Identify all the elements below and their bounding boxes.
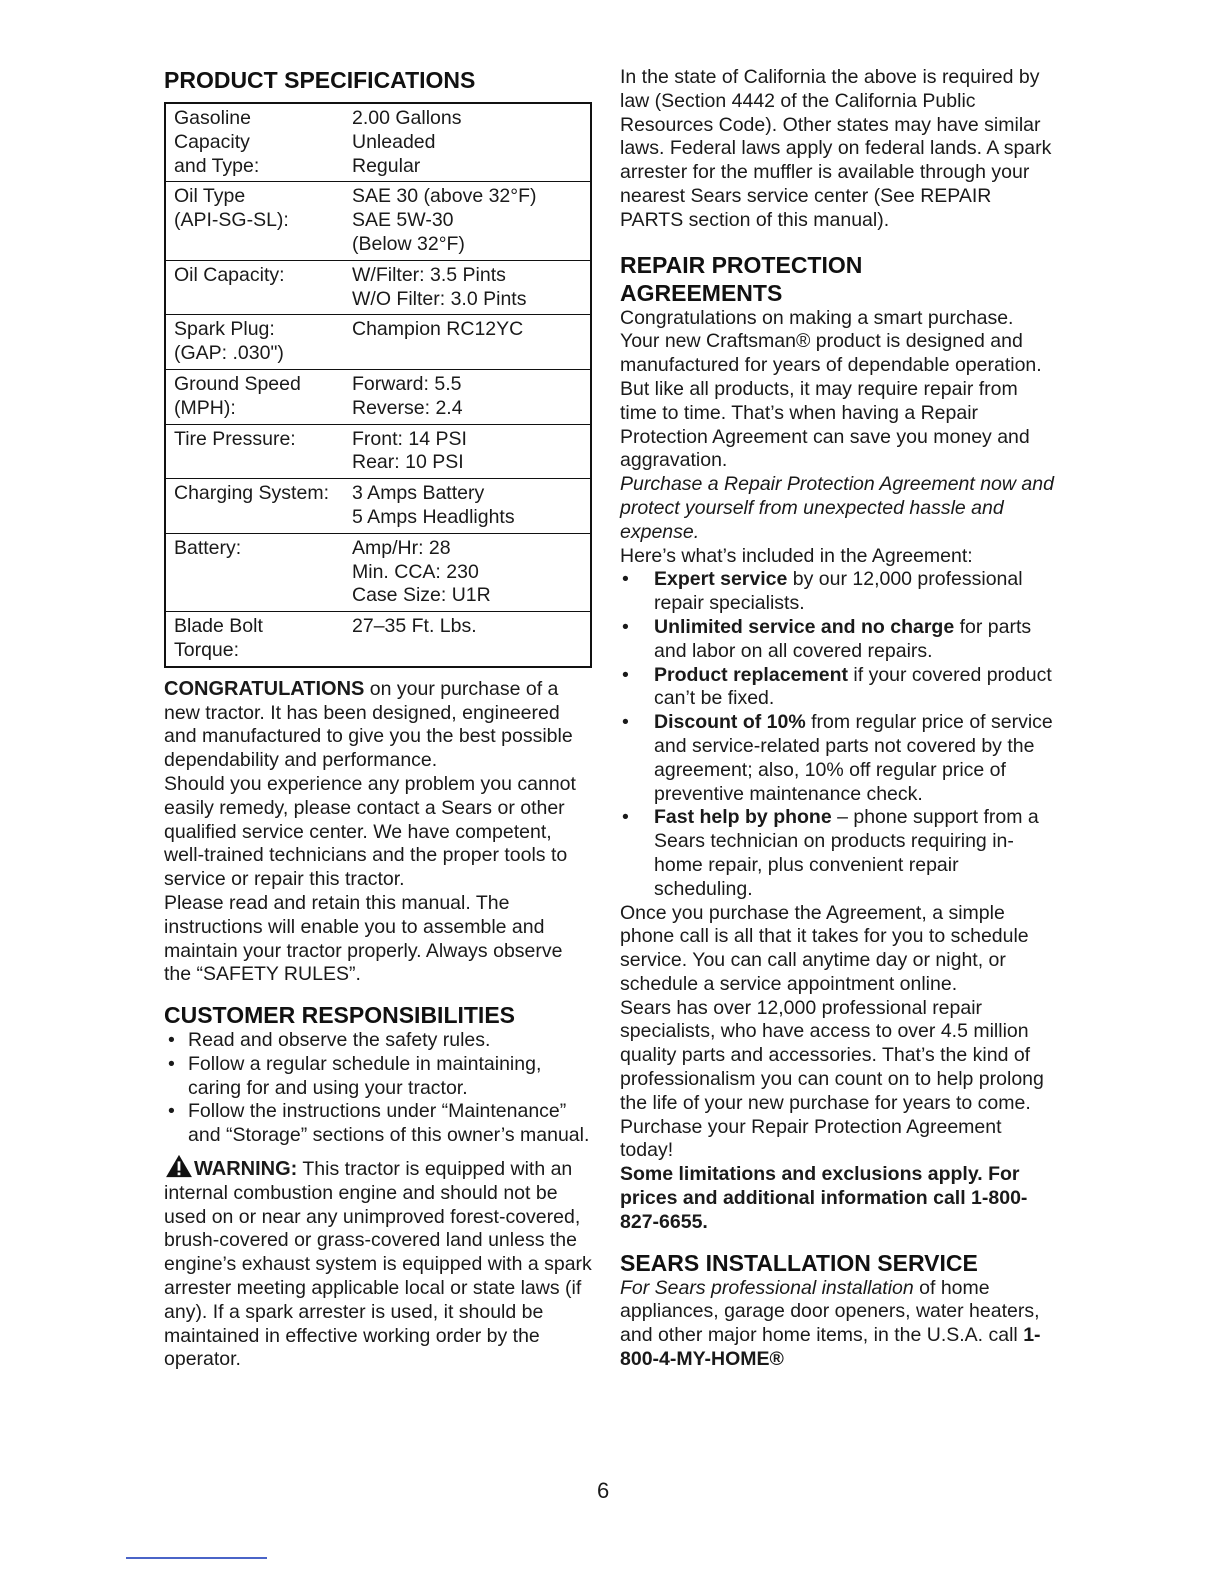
spec-row-oil-type [166,181,590,259]
warning-label: WARNING: [194,1158,298,1181]
left-column [164,66,592,1372]
repair-included: Here’s what’s included in the Agreement: [620,544,973,567]
retain-manual-paragraph: Please read and retain this manual. The instructions will enable you to assemble and maintain your tractor properly. Always observe the “SAFETY RULES”. [164,891,563,986]
spec-value: 27–35 Ft. Lbs. [352,615,477,638]
repair-intro: Congratulations on making a smart purchase. Your new Craftsman® product is designed and manufactured for years of dependable operation. But like all products, it may require repair from time to time. That’s when having a Repair Protection Agreement can save you money and aggravation. [620,306,1042,472]
installation-phone: 1-800-4-MY-HOME® [620,1324,1041,1371]
spec-label: Tire Pressure: [174,427,296,450]
limitations-paragraph: Some limitations and exclusions apply. For prices and additional information call 1-800-827-6655. [620,1163,1028,1233]
list-item [620,711,1055,806]
spec-value: 3 Amps Battery 5 Amps Headlights [352,482,515,528]
spec-value: Forward: 5.5 Reverse: 2.4 [352,372,463,419]
spec-value: W/Filter: 3.5 Pints W/O Filter: 3.0 Pints [352,263,527,310]
repair-protection-heading [620,251,1055,307]
list-item: • Follow the instructions under “Maintenance” and “Storage” sections of this owner’s manual. [164,1100,592,1148]
benefit-text: if your covered product can’t be fixed. [654,663,1052,710]
congratulations-paragraph [164,678,592,773]
problem-paragraph: Should you experience any problem you cannot easily remedy, please contact a Sears or other qualified service center. We have competent, well-trained technicians and the proper tools to service or repair this tractor. [164,772,576,891]
repair-heading-line2: AGREEMENTS [620,279,783,306]
once-paragraph: Once you purchase the Agreement, a simple phone call is all that it takes for you to schedule service. You can call anytime day or night, or schedule a service appointment online. [620,901,1029,995]
benefit-text: from regular price of service and service-related parts not covered by the agreement; also, 10% off regular price of preventive maintenance check. [654,711,1053,805]
spec-value: Front: 14 PSI Rear: 10 PSI [352,427,467,474]
sears-paragraph: Sears has over 12,000 professional repair specialists, who have access to over 4.5 million quality parts and accessories. That’s the kind of professionalism you can count on to help prolong the life of your new purchase for years to come. Purchase your Repair Protection Agreement today! [620,996,1044,1162]
warning-text: This tractor is equipped with an internal combustion engine and should not be used on or near any unimproved forest-covered, brush-covered or grass-covered land unless the engine’s exhaust system is equipped with a spark arrester meeting applicable local or state laws (if any). If a spark arrester is used, it should be maintained in effective working order by the operator. [164,1158,592,1371]
list-item: • Follow a regular schedule in maintaining, caring for and using your tractor. [164,1053,592,1101]
spec-row-oil-capacity [166,260,590,315]
benefit-text: by our 12,000 professional repair specialists. [654,568,1023,615]
benefit-bold: Unlimited service and no charge [654,615,955,638]
right-column [620,66,1055,1372]
benefit-bold: Expert service [654,568,788,591]
list-item: • Read and observe the safety rules. [164,1029,592,1053]
spec-row-gasoline [166,104,590,181]
customer-resp-heading: CUSTOMER RESPONSIBILITIES [164,1002,516,1029]
spec-value: Champion RC12YC [352,318,524,341]
installation-text: of home appliances, garage door openers, water heaters, and other major home items, in the U.S.A. call [620,1276,1040,1347]
benefit-text: – phone support from a Sears technician on products requiring in-home repair, plus convenient repair scheduling. [654,806,1039,900]
spec-label: Charging System: [174,482,329,505]
page-number: 6 [597,1478,610,1503]
spec-label: Oil Capacity: [174,263,285,286]
spec-value: 2.00 Gallons Unleaded Regular [352,107,462,177]
spec-row-charging-system [166,478,590,533]
congratulations-text: on your purchase of a new tractor. It has been designed, engineered and manufactured to give you the best possible dependability and performance. [164,677,573,772]
list-item [620,664,1055,712]
spec-table [164,102,592,668]
spec-label: Spark Plug: (GAP: .030") [174,318,284,365]
spec-row-blade-bolt [166,611,590,666]
spec-value: Amp/Hr: 28 Min. CCA: 230 Case Size: U1R [352,536,491,607]
warning-paragraph [164,1154,592,1372]
congratulations-lead: CONGRATULATIONS [164,677,365,700]
list-item [620,806,1055,901]
customer-resp-list [164,1029,592,1148]
installation-heading: SEARS INSTALLATION SERVICE [620,1249,978,1276]
repair-heading-line1: REPAIR PROTECTION [620,251,863,278]
spec-row-battery [166,533,590,611]
spec-label: Blade Bolt Torque: [174,615,263,661]
spec-row-spark-plug [166,314,590,369]
repair-benefits-list [620,568,1055,901]
warning-triangle-icon [164,1154,194,1178]
california-paragraph: In the state of California the above is required by law (Section 4442 of the California Public Resources Code). Other states may have similar laws. Federal laws apply on federal lands. A spark arrester for the muffler is available through your nearest Sears service center (See REPAIR PARTS section of this manual). [620,66,1052,231]
spec-row-ground-speed [166,369,590,424]
benefit-bold: Discount of 10% [654,711,806,734]
footer-rule [126,1557,267,1559]
benefit-bold: Product replacement [654,663,848,686]
spec-row-tire-pressure [166,424,590,479]
installation-italic: For Sears professional installation [620,1276,914,1299]
list-item [620,616,1055,664]
benefit-bold: Fast help by phone [654,806,832,829]
spec-value: SAE 30 (above 32°F) SAE 5W-30 (Below 32°F) [352,185,537,255]
list-item [620,568,1055,616]
spec-label: Ground Speed (MPH): [174,372,301,419]
product-specs-heading: PRODUCT SPECIFICATIONS [164,67,476,93]
installation-paragraph [620,1277,1055,1372]
spec-label: Battery: [174,536,242,559]
spec-label: Oil Type (API-SG-SL): [174,185,289,232]
benefit-text: for parts and labor on all covered repairs. [654,615,1032,662]
spec-label: Gasoline Capacity and Type: [174,107,260,177]
repair-italic: Purchase a Repair Protection Agreement now and protect yourself from unexpected hassle and expense. [620,473,1054,543]
